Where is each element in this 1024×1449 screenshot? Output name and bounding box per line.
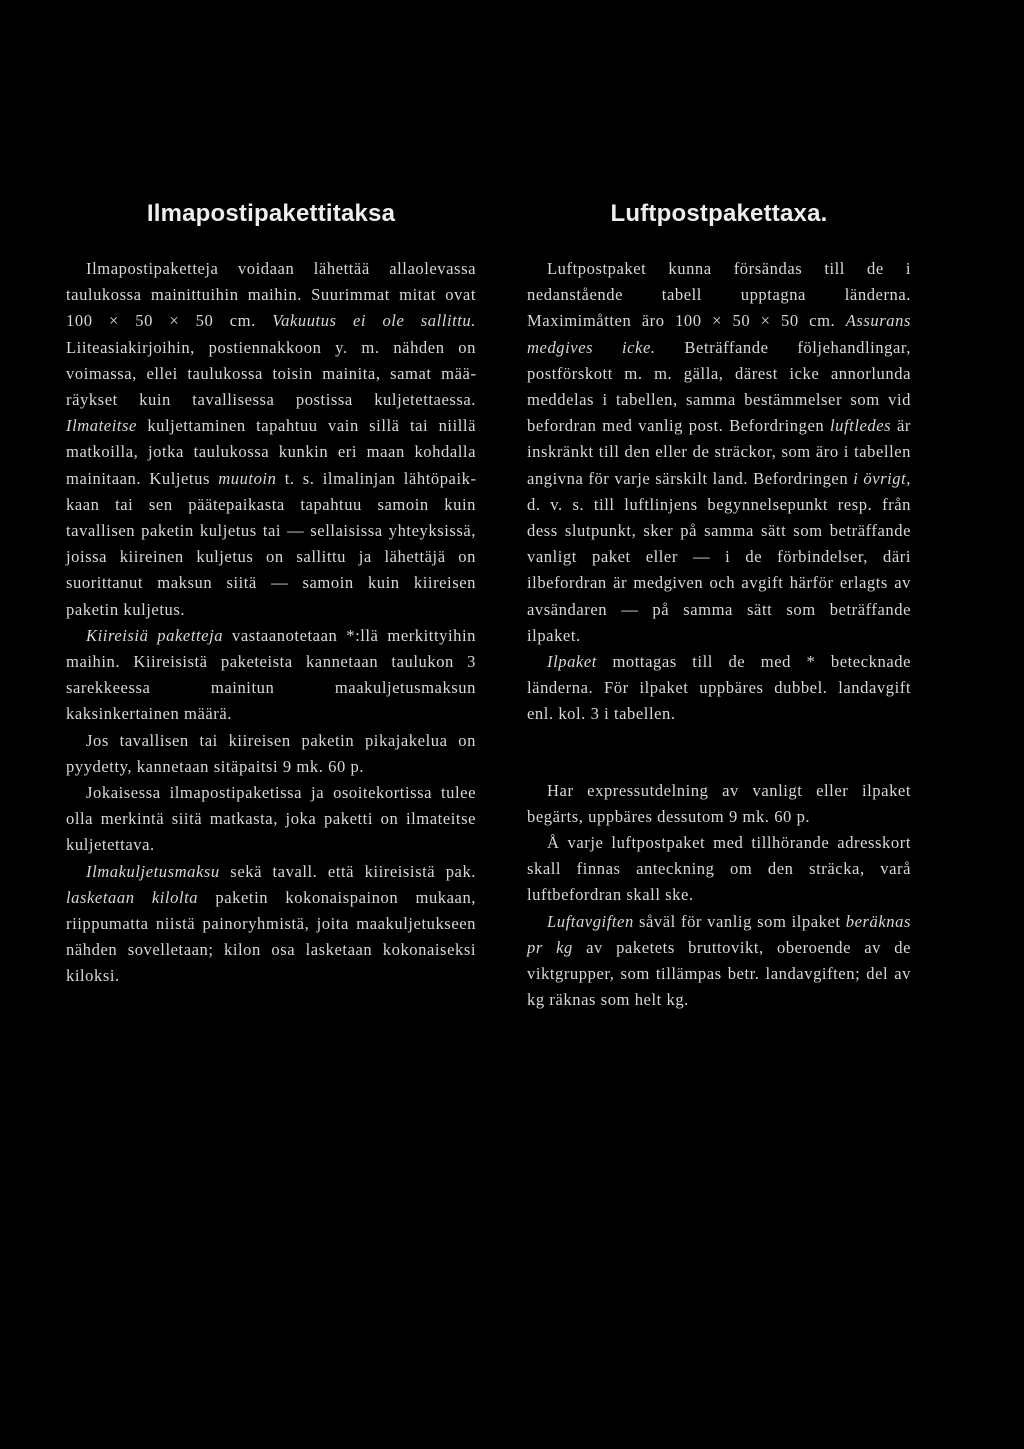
paragraph (527, 256, 911, 649)
paragraph (66, 728, 476, 780)
paragraph (527, 649, 911, 728)
swedish-body-top (527, 256, 911, 728)
paragraph (527, 778, 911, 830)
text-run: d. v. s. till luftlinjens begynnelsepunkt resp. från dess slutpunkt, sker på samma sätt som beträffande vanligt paket eller — i de förbindelser, däri ilbefordran är medgiven och avgift härför erlagts av avsändaren — på samma sätt som beträffande ilpaket. (527, 494, 911, 645)
text-run: sekä tavall. että kiireisistä pak. (219, 861, 476, 881)
finnish-body (66, 256, 476, 990)
text-run: mottagas till de med * betecknade länderna. För ilpaket uppbäres dubbel. landavgift enl. kol. 3 i tabellen. (527, 652, 911, 724)
paragraph (66, 256, 476, 623)
text-run: Luftpostpaket kunna försändas till de i nedanstående tabell upptagna länderna. Maximimåtten äro 100 × 50 × 50 cm. (527, 259, 911, 331)
swedish-heading: Luftpostpakettaxa. (610, 200, 828, 227)
text-run: Ilmapostipaketteja voidaan lähettää allaolevassa taulukossa mainittuihin maihin. Suurimmat mitat ovat 100 × 50 × 50 cm. (66, 259, 476, 331)
italic-text: Ilmateitse (66, 416, 137, 436)
paragraph (66, 859, 476, 990)
italic-text: luftledes (830, 416, 892, 436)
italic-text: Vakuutus ei ole sallittu. (272, 311, 476, 331)
italic-text: Assurans medgives icke. (527, 311, 911, 357)
text-run: Beträffande följehandlingar, postförskott m. m. gälla, därest icke annorlunda meddelas i tabellen, samma bestämmelser som vid befordran med vanlig post. Befordringen (527, 337, 911, 436)
text-run: Jokaisessa ilmapostipaketissa ja osoitekortissa tulee olla merkintä siitä matkasta, joka paketti on ilmateitse kuljetettava. (66, 783, 476, 855)
paragraph (527, 909, 911, 1014)
italic-text: i övrigt, (853, 468, 911, 488)
text-run: paketin kokonaispainon mukaan, riippumatta niistä painoryhmistä, joita maakuljetukseen nähden sovelletaan; kilon osa lasketaan kokonaiseksi kiloksi. (66, 887, 477, 986)
text-run: vastaanotetaan *:llä merkittyihin maihin. Kiireisistä paketeista kannetaan taulukon 3 sarekkeessa mainitun maakuljetusmaksun kaksinkertainen määrä. (66, 625, 476, 724)
swedish-body-bottom (527, 778, 911, 1014)
finnish-heading: Ilmapostipakettitaksa (146, 200, 396, 227)
swedish-column (527, 200, 911, 1013)
paragraph (527, 830, 911, 909)
italic-text: lasketaan kilolta (66, 887, 199, 907)
text-run: såväl för vanlig som ilpaket (633, 911, 846, 931)
text-run: Jos tavallisen tai kiireisen paketin pikajakelua on pyydetty, kannetaan sitäpaitsi 9 mk. 60 p. (66, 730, 476, 776)
italic-text: Ilpaket (547, 652, 597, 672)
text-run: Liiteasiakirjoihin, postiennakkoon y. m. nähden on voimassa, ellei taulukossa toisin mainita, samat määräykset kuin tavallisessa postissa kuljetettaessa. (66, 337, 476, 410)
text-run: är inskränkt till den eller de sträckor, som äro i tabellen angivna för varje särskilt land. Befordringen (527, 416, 911, 488)
section-gap (527, 728, 911, 778)
italic-text: Luftavgiften (547, 911, 634, 931)
italic-text: beräknas pr kg (527, 911, 911, 957)
text-run: Har expressutdelning av vanligt eller ilpaket begärts, uppbäres dessutom 9 mk. 60 p. (527, 780, 911, 826)
finnish-column (66, 200, 476, 990)
text-run: kuljettaminen tapahtuu vain sillä tai niillä matkoilla, jotka taulukossa kunkin eri maan kohdalla mainitaan. Kuljetus (66, 416, 476, 488)
italic-text: Kiireisiä paketteja (86, 625, 224, 645)
italic-text: muutoin (218, 468, 277, 488)
text-run: av paketets bruttovikt, oberoende av de viktgrupper, som tillämpas betr. landavgiften; del av kg räknas som helt kg. (527, 937, 911, 1010)
paragraph (66, 623, 476, 728)
text-run: Å varje luftpostpaket med tillhörande adresskort skall finnas anteckning om den sträcka, varå luftbefordran skall ske. (527, 833, 911, 905)
paragraph (66, 780, 476, 859)
text-run: t. s. ilmalinjan lähtöpaikkaan tai sen päätepaikasta tapahtuu samoin kuin tavallisen paketin kuljetus tai — sellaisissa yhteyksissä, joissa kiireinen kuljetus on sallittu ja lähettäjä on suorittanut maksun siitä — samoin kuin kiireisen paketin kuljetus. (66, 468, 477, 619)
italic-text: Ilmakuljetusmaksu (86, 861, 220, 881)
